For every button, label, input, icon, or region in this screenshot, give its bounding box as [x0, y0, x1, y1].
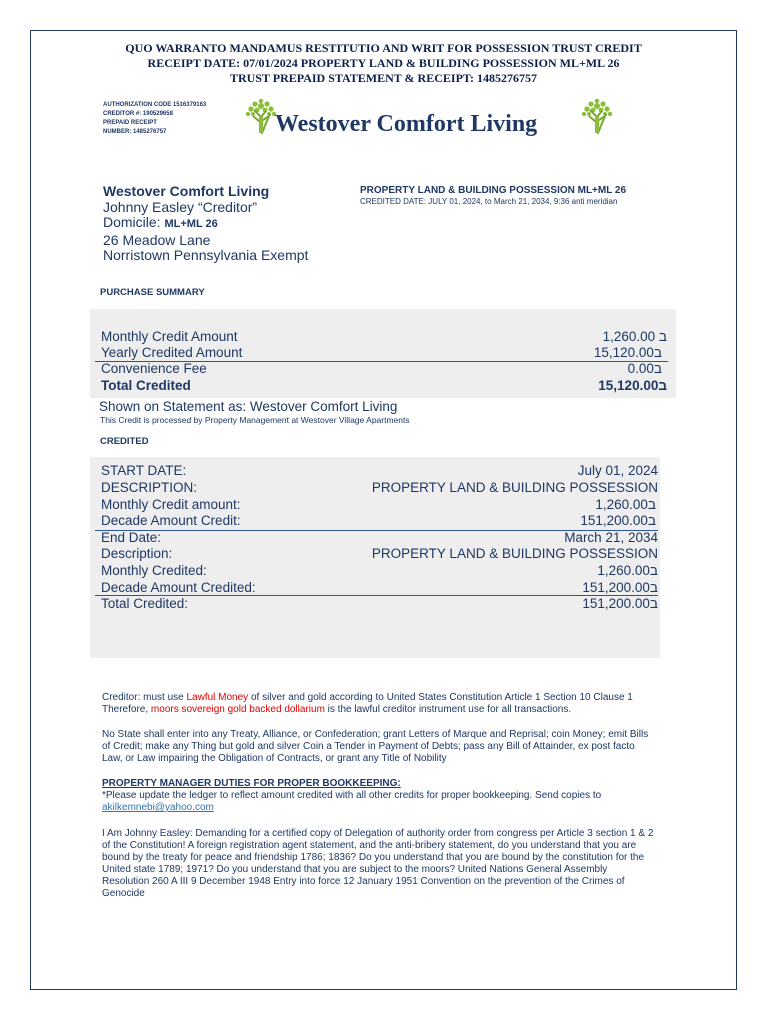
- highlighted-text: Lawful Money: [186, 692, 249, 703]
- row-label: Total Credited:: [101, 596, 189, 611]
- processed-by-note: This Credit is processed by Property Management at Westover Village Apartments: [100, 415, 410, 425]
- domicile-label: Domicile:: [103, 214, 161, 230]
- row-value: July 01, 2024: [577, 463, 658, 478]
- credited-row: [101, 513, 656, 529]
- row-value: ב0.00: [627, 361, 662, 376]
- credited-row: [101, 530, 658, 546]
- person-name: Johnny Easley “Creditor”: [103, 198, 258, 215]
- summary-row: [101, 345, 667, 361]
- row-value: ב15,120.00: [593, 345, 662, 360]
- authorization-code: AUTHORIZATION CODE 1516379163: [103, 102, 207, 108]
- row-value: ב151,200.00: [582, 596, 658, 611]
- credited-row: [101, 546, 658, 562]
- company-name: Westover Comfort Living: [103, 183, 270, 199]
- receipt-meta: [103, 101, 206, 137]
- row-label: Monthly Credit amount:: [101, 497, 241, 512]
- row-value: ב151,200.00: [582, 580, 658, 595]
- row-value: PROPERTY LAND & BUILDING POSSESSION: [371, 546, 658, 561]
- constitution-paragraph: No State shall enter into any Treaty, Alliance, or Confederation; grant Letters of Marque and Reprisal; coin Money; emit Bills of Credit; make any Thing but gold and silver Coin a Tender in Payment of Debts; pass any Bill of Attainder, ex post facto Law, or Law impairing the Obligation of Contracts, or grant any Title of Nobility: [102, 729, 649, 764]
- domicile-value: ML+ML 26: [164, 218, 218, 230]
- credited-date: CREDITED DATE: JULY 01, 2024, to March 21, 2034, 9:36 anti meridian: [360, 197, 618, 206]
- row-value: ב151,200.00: [580, 513, 656, 528]
- text-run: is the lawful creditor instrument use for all transactions.: [324, 704, 572, 715]
- row-label: Yearly Credited Amount: [101, 345, 243, 360]
- demand-paragraph: I Am Johnny Easley: Demanding for a certified copy of Delegation of authority order from congress per Article 3 section 1 & 2 of the Constitution! A foreign registration agent statement, and the anti-bribery statement, do you understand that you are bound by the treaty for peace and friendship 1786; 1836? Do you understand that you are bound by the constitution for the United state 1789; 1971? Do you understand that you are subject to the moors? United Nations General Assembly Resolution 260 A III 9 December 1948 Entry into force 12 January 1951 Convention on the prevention of the Crimes of Genocide: [102, 828, 654, 899]
- credited-label: CREDITED: [100, 436, 149, 447]
- lawful-money-paragraph: [102, 692, 654, 716]
- tree-logo-icon: [244, 98, 278, 134]
- purchase-summary-label: PURCHASE SUMMARY: [100, 287, 205, 298]
- row-label: Decade Amount Credited:: [101, 580, 256, 595]
- text-run: of silver and gold according to United States Constitution Article 1 Section 10 Clause 1 Therefore,: [102, 692, 633, 715]
- summary-total-row: [101, 378, 667, 394]
- street: 26 Meadow Lane: [103, 231, 211, 248]
- header-title-line-2: RECEIPT DATE: 07/01/2024 PROPERTY LAND & BUILDING POSSESSION ML+ML 26: [147, 56, 620, 70]
- city: Norristown Pennsylvania Exempt: [103, 247, 309, 263]
- brand-name: Westover Comfort Living: [275, 111, 538, 137]
- credited-row: [101, 580, 658, 596]
- prepaid-label: PREPAID RECEIPT: [103, 120, 157, 126]
- header-title-line-3: TRUST PREPAID STATEMENT & RECEIPT: 1485276757: [229, 71, 538, 85]
- row-value: ב1,260.00: [595, 497, 656, 512]
- row-value: ב1,260.00: [597, 563, 658, 578]
- email-link[interactable]: akilkemnebi@yahoo.com: [102, 802, 214, 813]
- property-info: [360, 185, 626, 207]
- row-value: PROPERTY LAND & BUILDING POSSESSION: [371, 480, 658, 495]
- row-label: Total Credited: [101, 378, 191, 393]
- credited-row: [101, 563, 658, 579]
- row-value: March 21, 2034: [564, 530, 658, 545]
- summary-row: [101, 361, 667, 377]
- text-run: *Please update the ledger to reflect amount credited with all other credits for proper bookkeeping. Send copies to: [102, 790, 602, 801]
- credited-total-row: [101, 596, 658, 612]
- domicile: [103, 215, 308, 233]
- row-label: Monthly Credit Amount: [101, 329, 238, 344]
- row-value: ב15,120.00: [598, 378, 667, 393]
- highlighted-text: moors sovereign gold backed dollarium: [150, 704, 325, 715]
- row-label: DESCRIPTION:: [101, 480, 198, 495]
- receipt-number: NUMBER: 1485276757: [103, 129, 167, 135]
- duties-paragraph: [102, 778, 654, 814]
- duties-text: [102, 790, 654, 814]
- creditor-number: CREDITOR #: 190529658: [103, 111, 173, 117]
- duties-heading: PROPERTY MANAGER DUTIES FOR PROPER BOOKKEEPING:: [102, 778, 401, 789]
- creditor-address: [103, 184, 308, 264]
- credited-row: [101, 497, 656, 513]
- row-value: ב 1,260.00: [602, 329, 667, 344]
- statement-display-note: Shown on Statement as: Westover Comfort Living: [99, 399, 398, 414]
- credited-row: [101, 463, 658, 479]
- header-title-line-1: QUO WARRANTO MANDAMUS RESTITUTIO AND WRIT FOR POSSESSION TRUST CREDIT: [125, 41, 642, 55]
- row-label: Monthly Credited:: [101, 563, 207, 578]
- credited-row: [101, 480, 658, 496]
- row-label: Description:: [101, 546, 173, 561]
- row-label: START DATE:: [101, 463, 187, 478]
- row-label: Decade Amount Credit:: [101, 513, 241, 528]
- row-label: End Date:: [101, 530, 162, 545]
- text-run: Creditor: must use: [102, 692, 187, 703]
- property-title: PROPERTY LAND & BUILDING POSSESSION ML+ML 26: [360, 185, 627, 196]
- tree-logo-icon: [580, 98, 614, 134]
- summary-row: [101, 329, 667, 345]
- row-label: Convenience Fee: [101, 361, 207, 376]
